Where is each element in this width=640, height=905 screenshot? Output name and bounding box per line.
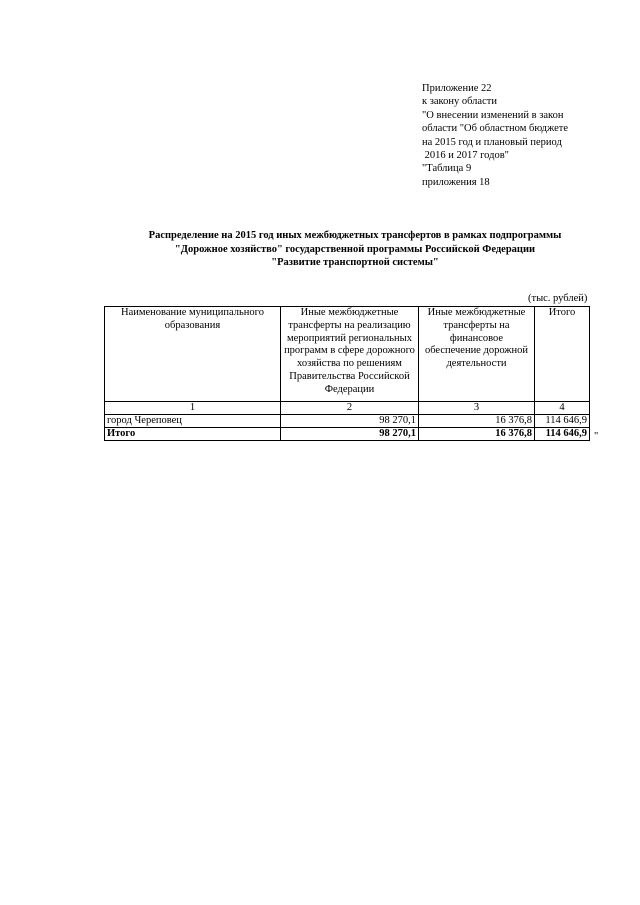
- column-number: 1: [105, 402, 281, 415]
- appendix-line: "Таблица 9: [422, 163, 472, 175]
- header-road-activity: Иные межбюджетные трансферты на финансовое обеспечение дорожной деятельности: [419, 307, 535, 402]
- road-activity-total: 16 376,8: [419, 428, 535, 441]
- regional-programs-value: 98 270,1: [281, 415, 419, 428]
- municipality-name: город Череповец: [105, 415, 281, 428]
- closing-quote: ": [594, 431, 599, 442]
- title-line: Распределение на 2015 год иных межбюджетных трансфертов в рамках подпрограммы: [148, 230, 562, 241]
- title-line: "Дорожное хозяйство" государственной программы Российской Федерации: [174, 243, 536, 255]
- appendix-line: "О внесении изменений в закон: [422, 109, 564, 121]
- table-row: [105, 415, 590, 428]
- table-header-row: [105, 307, 590, 402]
- total-value: 114 646,9: [535, 415, 590, 428]
- transfers-table: [104, 306, 590, 441]
- table-total-row: [105, 428, 590, 441]
- header-regional-programs: Иные межбюджетные трансферты на реализацию мероприятий региональных программ в сфере дорожного хозяйства по решениям Правительства Российской Федерации: [281, 307, 419, 402]
- appendix-line: 2016 и 2017 годов": [422, 150, 509, 162]
- column-number: 2: [281, 402, 419, 415]
- regional-programs-total: 98 270,1: [281, 428, 419, 441]
- appendix-line: к закону области: [422, 96, 497, 108]
- units-label: (тыс. рублей): [528, 293, 588, 304]
- appendix-line: области "Об областном бюджете: [422, 123, 569, 135]
- appendix-line: на 2015 год и плановый период: [422, 136, 562, 148]
- appendix-line: приложения 18: [422, 176, 490, 188]
- column-number: 4: [535, 402, 590, 415]
- document-title: [110, 229, 600, 270]
- appendix-header: [422, 82, 568, 189]
- total-label: Итого: [105, 428, 281, 441]
- grand-total: 114 646,9: [535, 428, 590, 441]
- appendix-line: Приложение 22: [422, 83, 492, 94]
- title-line: "Развитие транспортной системы": [271, 257, 439, 269]
- header-total: Итого: [535, 307, 590, 402]
- column-number: 3: [419, 402, 535, 415]
- column-number-row: [105, 402, 590, 415]
- road-activity-value: 16 376,8: [419, 415, 535, 428]
- header-municipality: Наименование муниципального образования: [105, 307, 281, 402]
